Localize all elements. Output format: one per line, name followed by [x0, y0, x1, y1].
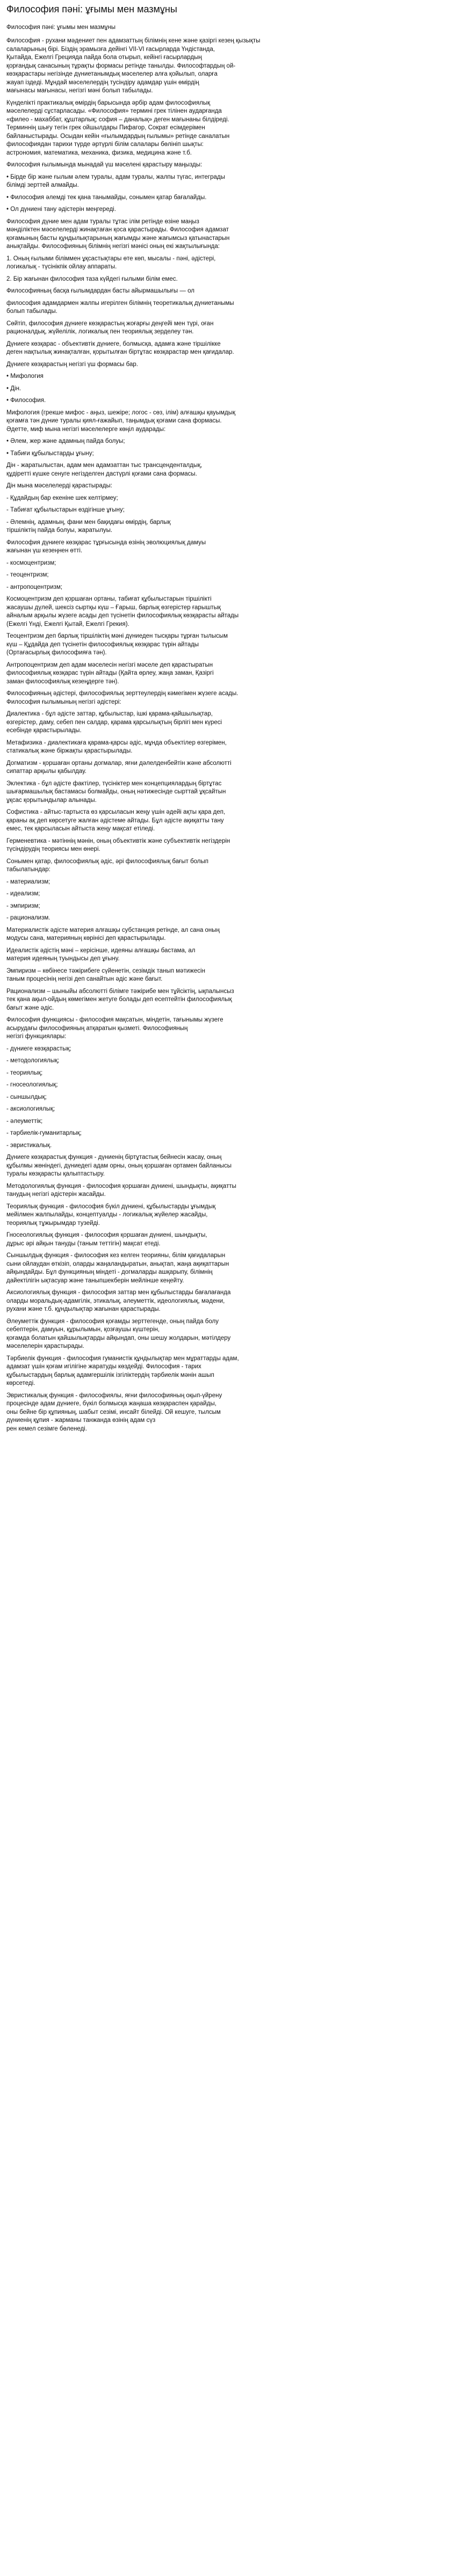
paragraph: [6, 902, 450, 911]
text-line: логикалық - түсінікпік ойлау аппараты.: [6, 264, 117, 270]
text-line: сыни ойлаудан өткізіп, оларды жаңаландыратын, анықтап, жаңа ақиқаттарын: [6, 1260, 229, 1267]
text-line: Материалистік әдісте материя алғашқы субстанция ретінде, ал сана оның: [6, 926, 220, 933]
paragraph: [6, 361, 450, 369]
paragraph: [6, 161, 450, 170]
text-line: Идеалистік әдістің мәні – керісінше, идеяны алғашқы бастама, ал: [6, 947, 196, 954]
text-line: - методологиялық;: [6, 1057, 60, 1064]
text-line: Тәрбиелік функция - философия гуманистік құндылықтар мен мұраттарды адам,: [6, 1355, 239, 1362]
text-line: оларды моральдық-адамгілік, этикалық, әлеуметтік, идеологиялық, мәдени,: [6, 1297, 225, 1304]
text-line: материя идеяның туындысы деп ұғыну.: [6, 955, 120, 962]
paragraph: [6, 690, 450, 706]
text-line: Аксиологиялық функция - философия заттар мен құбылыстарды бағалағанда: [6, 1289, 231, 1296]
text-line: мәнділіктен мәселелерді жинақтаған қоса қарастырады. Философия адамзат: [6, 227, 229, 233]
text-line: білімді зерттей алмайды.: [6, 182, 79, 188]
text-line: - теоцентризм;: [6, 572, 49, 578]
text-line: теориялық тұжырымдар тузейді.: [6, 1220, 100, 1227]
paragraph: [6, 494, 450, 503]
paragraph: [6, 967, 450, 984]
text-line: Эклектика - бұл әдісте фактілер, түсініктер мен концепциялардың біртұтас: [6, 780, 222, 787]
text-line: • Бірде бір және ғылым әлем туралы, адам туралы, жалпы түгас, интеграды: [6, 173, 225, 180]
text-line: Дүниеге көзқарастық функция - дүниенің біртұтастық бейнесін жасау, оның: [6, 1154, 222, 1161]
text-line: Мифология (грекше мифос - аңыз, шежіре; логос - сөз, ілім) алғашқы қауымдық: [6, 409, 236, 416]
text-line: танудың негізгі әдістерін жасайды.: [6, 1191, 106, 1198]
text-line: статикалық және біржақты қарастырылады.: [6, 748, 133, 754]
paragraph: [6, 710, 450, 735]
paragraph: [6, 571, 450, 580]
paragraph: [6, 397, 450, 405]
paragraph: [6, 1392, 450, 1434]
text-line: Дін - жаратылыстан, адам мен адамзаттан тыс трансценденталдық,: [6, 462, 203, 469]
paragraph: [6, 837, 450, 854]
text-line: мәселелерді сұстарласады. «Философия» термині грек тілінен аударғанда: [6, 108, 222, 114]
text-line: «филео - махаббат, құштарлық; софия – даналық» деген мағынаны білдіреді.: [6, 116, 229, 123]
page-title: Философия пәні: ұғымы мен мазмұны: [6, 4, 177, 14]
text-line: тіршіліктің пайда болуы, жаратылуы.: [6, 527, 113, 534]
text-line: - сыншылдық;: [6, 1093, 47, 1100]
text-line: құдіретті күшке сенуге негізделген дастүрлі қоғами сана формасы.: [6, 470, 197, 477]
paragraph: [6, 632, 450, 658]
text-line: қараны ақ деп көрсетуге жалған әдістеме айтады. Бұл әдісте ақиқатты тану: [6, 817, 224, 824]
paragraph: [6, 1093, 450, 1102]
text-line: өзгерістер, даму, себеп пен салдар, қарама қарсылықтың бірлігі мен күресі: [6, 719, 222, 726]
text-line: рен кемел сезімге бөленеді.: [6, 1425, 87, 1432]
text-line: қоғамда болатын қайшылықтарды айқындап, оны шешу жолдарын, мәтілдеру: [6, 1334, 231, 1341]
text-line: тек қана ақыл-ойдың көмегімен жетуге болады деп есептейтін философиялық: [6, 996, 232, 1003]
text-line: Методологиялық функция - философия қоршаған дүниені, шындықты, ақиқатты: [6, 1183, 236, 1190]
text-line: күш – Құдайда деп түсінетін философиялық көзқарас түрін айтады: [6, 641, 199, 648]
text-line: анықтайды. Философияның білімнің негізгі мәнісі оның екі жақтылығында:: [6, 243, 220, 250]
text-line: Теоцентризм деп барлық тіршіліктің мәні дүниеден тысқары тұрған тылысым: [6, 633, 228, 639]
paragraph: [6, 914, 450, 923]
text-line: байланыстырады. Осыдан кейін «ғылымдардың ғылымы» ретінде саналатын: [6, 133, 230, 140]
paragraph: [6, 988, 450, 1013]
paragraph: [6, 1142, 450, 1150]
text-line: - дүниеге көзқарастық;: [6, 1045, 71, 1052]
paragraph: [6, 373, 450, 381]
paragraph: [6, 583, 450, 592]
text-line: заман философиялық кезеңдерге тән).: [6, 678, 119, 685]
text-line: қорғандық санасының тұрақты формасы ретінде танылды. Философтардың ой-: [6, 62, 236, 69]
paragraph: [6, 1183, 450, 1199]
text-line: • Дін.: [6, 385, 21, 392]
paragraph: [6, 739, 450, 756]
text-line: - аксиологиялық;: [6, 1106, 55, 1112]
text-line: Қытайда, Ежелгі Грецияда пайда бола отырып, кейінгі ғасырлардың: [6, 54, 202, 61]
document-subtitle: Философия пәні: ұғымы мен мазмұны: [6, 24, 116, 31]
text-line: философиялық көзқарас түрін айтады (Қайта өрлеу, жаңа заман, Қазіргі: [6, 670, 214, 676]
text-line: Философия дүниеге көзқарас тұрғысында өзінің эволюциялық дамуы: [6, 539, 206, 546]
paragraph: [6, 450, 450, 458]
paragraph: [6, 340, 450, 357]
text-line: Философия дүние мен адам туралы тұтас ілім ретінде өзіне маңыз: [6, 218, 199, 225]
text-line: Антропоцентризм деп адам мәселесін негізгі мәселе деп қарастыратын: [6, 661, 213, 668]
paragraph: [6, 194, 450, 202]
paragraph: [6, 506, 450, 515]
paragraph: [6, 99, 450, 158]
text-line: мағынасы мағынасы, негізгі мәні болып табылады.: [6, 87, 153, 94]
text-line: айналым арқылы жүзеге асады деп түсінетін философиялық көзқарасты айтады: [6, 612, 239, 619]
text-line: қоғамының басты құндылықтарының жағымды және жағымсыз қатынастарын: [6, 235, 230, 242]
text-line: адамзат үшін қоғам игілігіне жаратуды көздейді. Философия - тарих: [6, 1363, 201, 1370]
text-line: айқындайды. Бұл функцияның міндеті - догмаларды ашқарыпу, білімнің: [6, 1269, 213, 1275]
text-line: салаларының бірі. Біздің эрамызға дейінгі VII-VI ғасырларда Үндістанда,: [6, 46, 215, 53]
text-line: Сонымен қатар, философиялық әдіс, әрі философиялық бағыт болып: [6, 858, 208, 865]
text-line: Гносеологиялық функция - философия қоршаған дүниені, шындықты,: [6, 1232, 207, 1238]
paragraph: [6, 218, 450, 251]
text-line: құбылмы жөніндегі, дүниедегі адам орны, оның қоршаған ортамен байланысы: [6, 1162, 232, 1169]
text-line: Сыншылдық функция - философия кез келген теорияны, білім қағидаларын: [6, 1252, 226, 1259]
text-line: Философия функциясы - философия мақсатын, міндетін, тағынымы жүзеге: [6, 1017, 223, 1023]
paragraph: [6, 275, 450, 284]
text-line: рухани және т.б. құндылықтар жағынан қарастырады.: [6, 1306, 161, 1312]
paragraph: [6, 1105, 450, 1114]
text-line: жауап іздеді. Мұндай мәселелердің тусіндіру адамдар үшін өмірдің: [6, 79, 199, 86]
text-line: Терминнің шығу тегін грек ойшылдары Пифагор, Сократ есімдерімен: [6, 125, 205, 131]
text-line: • Табиғи құбылыстарды ұғыну;: [6, 450, 94, 457]
text-line: Философия ғылымында мынадай үш мәселені қарастыру маңызды:: [6, 162, 203, 168]
text-line: модусы сана, материяның көрінісі деп қарастырылады.: [6, 935, 166, 942]
text-line: қоғамға тән дүние туралы қиял-ғажайып, таңымдық қоғами сана формасы.: [6, 418, 222, 424]
text-line: Герменевтика - мәтіннің мәнін, оның объективтік және субъективтік негіздерін: [6, 837, 230, 844]
paragraph: [6, 760, 450, 776]
paragraph: [6, 661, 450, 687]
paragraph: [6, 947, 450, 964]
text-line: Метафизика - диалектикаға қарама-қарсы әдіс, мұнда объектілер өзгерімен,: [6, 739, 227, 746]
paragraph: [6, 173, 450, 190]
text-line: - Құдайдың бар екеніне шек келтірмеу;: [6, 494, 118, 501]
paragraph: [6, 1069, 450, 1078]
text-line: • Ол дүниені тану әдістерін меңгереді.: [6, 206, 116, 213]
text-line: мейілмен жалпылайды, концептуалды - логикалық жүйелер жасайды,: [6, 1212, 208, 1218]
text-line: болып табылады.: [6, 308, 57, 315]
paragraph: [6, 890, 450, 899]
paragraph: [6, 462, 450, 478]
paragraph: [6, 1154, 450, 1179]
text-line: жасаушы дүлей, шексіз сыртқы күш – Ғарыш, барлық өзгерістер ғарыштық: [6, 604, 221, 611]
paragraph: [6, 1016, 450, 1041]
paragraph: [6, 437, 450, 446]
text-line: себептерін, дамуын, құрылымын, қозғаушы күштерін,: [6, 1326, 160, 1333]
text-line: Философияның басқа ғылымдардан басты айырмашылығы — ол: [6, 288, 194, 294]
paragraph: [6, 1129, 450, 1138]
text-line: құбылыстардың барлық адамгершілік ізгіліктердің тәрбиелік мәнін ашып: [6, 1371, 214, 1378]
text-line: - әлеуметтік;: [6, 1118, 43, 1125]
text-line: ұқсас қорытындылар алынады.: [6, 797, 97, 804]
text-line: Күнделікті практикалық өмірдің барысында әрбір адам философиялық: [6, 99, 211, 106]
text-line: 1. Оның ғылыми біліммен ұқсастықтары өте көп, мысалы - пәні, әдістері,: [6, 255, 216, 262]
paragraph: [6, 287, 450, 296]
text-line: Эмпиризм – көбінесе тәжірибеге сүйенетін, сезімдік танып мәтижесін: [6, 967, 205, 974]
text-line: дайектілігін ықтасуар және таныпшекберін мейлінше кеңейту.: [6, 1277, 184, 1284]
paragraph: [6, 878, 450, 887]
text-line: - космоцентризм;: [6, 559, 56, 566]
paragraph: [6, 1355, 450, 1388]
paragraph: [6, 595, 450, 629]
text-line: Философияның әдістері, философиялық зерттеулердің кәмегімен жүзеге асады.: [6, 690, 239, 697]
paragraph: [6, 519, 450, 535]
document-body: [6, 37, 450, 1433]
text-line: таным процесінің негізі деп санайтын әдіс және бағыт.: [6, 976, 163, 982]
paragraph: [6, 1203, 450, 1228]
text-line: - Әлемнің, адамның, фани мен бақидағы өмірдің, барлық: [6, 519, 171, 526]
paragraph: [6, 300, 450, 316]
text-line: Софистика - айтыс-тартыста өз қарсыласын жеңу үшін әдейі ақты қара деп,: [6, 809, 226, 815]
paragraph: [6, 858, 450, 874]
paragraph: [6, 1318, 450, 1351]
text-line: оны бейне бір құпияның, шабыт сезімі, инсайт білейді. Ой кешуге, тылсым: [6, 1409, 221, 1415]
text-line: Дін мына мәселелерді қарастырады:: [6, 483, 112, 489]
text-line: философия адамдармен жалпы игерілген білімнің теоретикалық дүниетанымы: [6, 300, 234, 307]
text-line: 2. Бір жағынан философия таза күйдегі ғылыми білім емес.: [6, 275, 178, 282]
paragraph: [6, 1081, 450, 1090]
text-line: (Ортағасырлық философияға тән).: [6, 650, 107, 656]
paragraph: [6, 926, 450, 943]
text-line: Философия - рухани мәдениет пен адамзаттың білімнің кене және қазіргі кезең қызықты: [6, 38, 261, 44]
paragraph: [6, 1289, 450, 1314]
paragraph: [6, 539, 450, 556]
paragraph: [6, 559, 450, 568]
text-line: - теориялық;: [6, 1069, 43, 1076]
text-line: Эвристикалық функция - философиялы, яғни философияның оқып-үйрену: [6, 1392, 222, 1399]
text-line: Сөйтіп, философия дүниеге көзқарастың жоғарғы деңгейі мен түрі, оған: [6, 320, 214, 327]
paragraph: [6, 1045, 450, 1054]
text-line: дүниенің құпия - жарманы танжанда өзінің адам сүз: [6, 1417, 156, 1424]
text-line: шығармашылық бастамасы болмайды, оның нәтижесінде сырттай ұқсайтын: [6, 789, 226, 795]
paragraph: [6, 409, 450, 434]
text-line: Философия ғылымының негізгі әдістері:: [6, 698, 121, 705]
text-line: дұрыс әрі айқын тануды (таным теттігін) мақсат етеді.: [6, 1240, 161, 1247]
text-line: жағынан үш кезеңнен өтті.: [6, 548, 83, 554]
text-line: Әлеуметтік функция - философия қоғамды зерттегенде, оның пайда болу: [6, 1318, 219, 1325]
paragraph: [6, 1057, 450, 1066]
paragraph: [6, 780, 450, 805]
text-line: есебінде қарастырылады.: [6, 727, 82, 734]
text-line: - Табиғат құбылыстарын өздігінше ұғыну;: [6, 507, 125, 513]
text-line: (Ежелгі Үнді, Ежелгі Қытай, Ежелгі Грекия).: [6, 621, 129, 627]
text-line: философиядан тарихи түрде әртүрлі білім салалары бөлініп шықты:: [6, 141, 204, 148]
text-line: - эмпиризм;: [6, 902, 40, 909]
paragraph: [6, 385, 450, 393]
text-line: - идеализм;: [6, 891, 40, 897]
text-line: - тәрбиелік-гуманитарлық;: [6, 1130, 82, 1136]
text-line: - антропоцентризм;: [6, 583, 63, 590]
text-line: процесінде адам дүниеге, бүкіл болмысқа жаңаша көзқараспен қарайды,: [6, 1400, 216, 1407]
text-line: Дүниеге көзқарас - объективтік дүниеге, болмысқа, адамға және тіршілікке: [6, 340, 221, 347]
text-line: • Философия әлемді тек қана танымайды, сонымен қатар бағалайды.: [6, 194, 207, 201]
paragraph: [6, 482, 450, 491]
text-line: Әдетте, миф мына негізгі мәселелерге көңіл аударады:: [6, 426, 166, 433]
paragraph: [6, 206, 450, 214]
text-line: табылатындар:: [6, 866, 50, 873]
text-line: - гносеологиялық;: [6, 1082, 58, 1088]
text-line: мәселелерін қарастырады.: [6, 1343, 84, 1349]
text-line: • Философия.: [6, 397, 46, 404]
paragraph: [6, 37, 450, 96]
text-line: негізгі функциялары:: [6, 1033, 67, 1040]
text-line: Теориялық функция - философия бүкіл дүниені, құбылыстарды ұғымдық: [6, 1203, 216, 1210]
text-line: - рационализм.: [6, 915, 50, 921]
paragraph: [6, 1252, 450, 1285]
text-line: көрсетеді.: [6, 1380, 35, 1386]
paragraph: [6, 320, 450, 337]
text-line: Дүниеге көзқарастың негізгі үш формасы бар.: [6, 361, 138, 368]
text-line: астрономия, математика, механика, физика, медицина және т.б.: [6, 149, 192, 156]
text-line: көзқарастары негізінде дүниетанымдық мәселелер алға қойылып, оларға: [6, 71, 218, 77]
text-line: түсіндірудің теориясы мен өнері.: [6, 846, 100, 852]
paragraph: [6, 1231, 450, 1248]
text-line: асырудағы философияның атқаратын қызметі. Философияның: [6, 1025, 188, 1032]
text-line: деген нақтылық жинақталған, қорытылған біртұтас көзқарастар мен қағидалар.: [6, 349, 234, 355]
text-line: Космоцентризм деп қоршаған ортаны, табиғат құбылыстарын тіршілікті: [6, 596, 212, 602]
text-line: - эвристикалық.: [6, 1142, 52, 1149]
paragraph: [6, 808, 450, 834]
text-line: сипаттар арқылы қабылдау.: [6, 768, 86, 775]
text-line: туралы көзқарасты қалыптастыру.: [6, 1171, 105, 1177]
text-line: бағыт және әдіс.: [6, 1004, 54, 1011]
text-line: Диалектика - бұл әдісте заттар, құбылыстар, ішкі қарама-қайшылықтар,: [6, 711, 213, 717]
text-line: емес, тек қарсыласын айтыста жеңу мақсат етіледі.: [6, 826, 155, 832]
text-line: рационалдық, жүйелілік, логикалық пен теориялық зерделеу тән.: [6, 329, 194, 335]
text-line: • Әлем, жер және адамның пайда болуы;: [6, 438, 125, 444]
text-line: - материализм;: [6, 878, 50, 885]
paragraph: [6, 1118, 450, 1126]
paragraph: [6, 255, 450, 272]
text-line: Рационализм – шыныйы абсолютті білімге тәжірибе мен тұйсіктің, ықпалынсыз: [6, 988, 234, 995]
text-line: Догматизм - қоршаған ортаны догмалар, яғни дәлелденбейтін және абсолютті: [6, 760, 232, 767]
text-line: • Мифология: [6, 373, 44, 380]
